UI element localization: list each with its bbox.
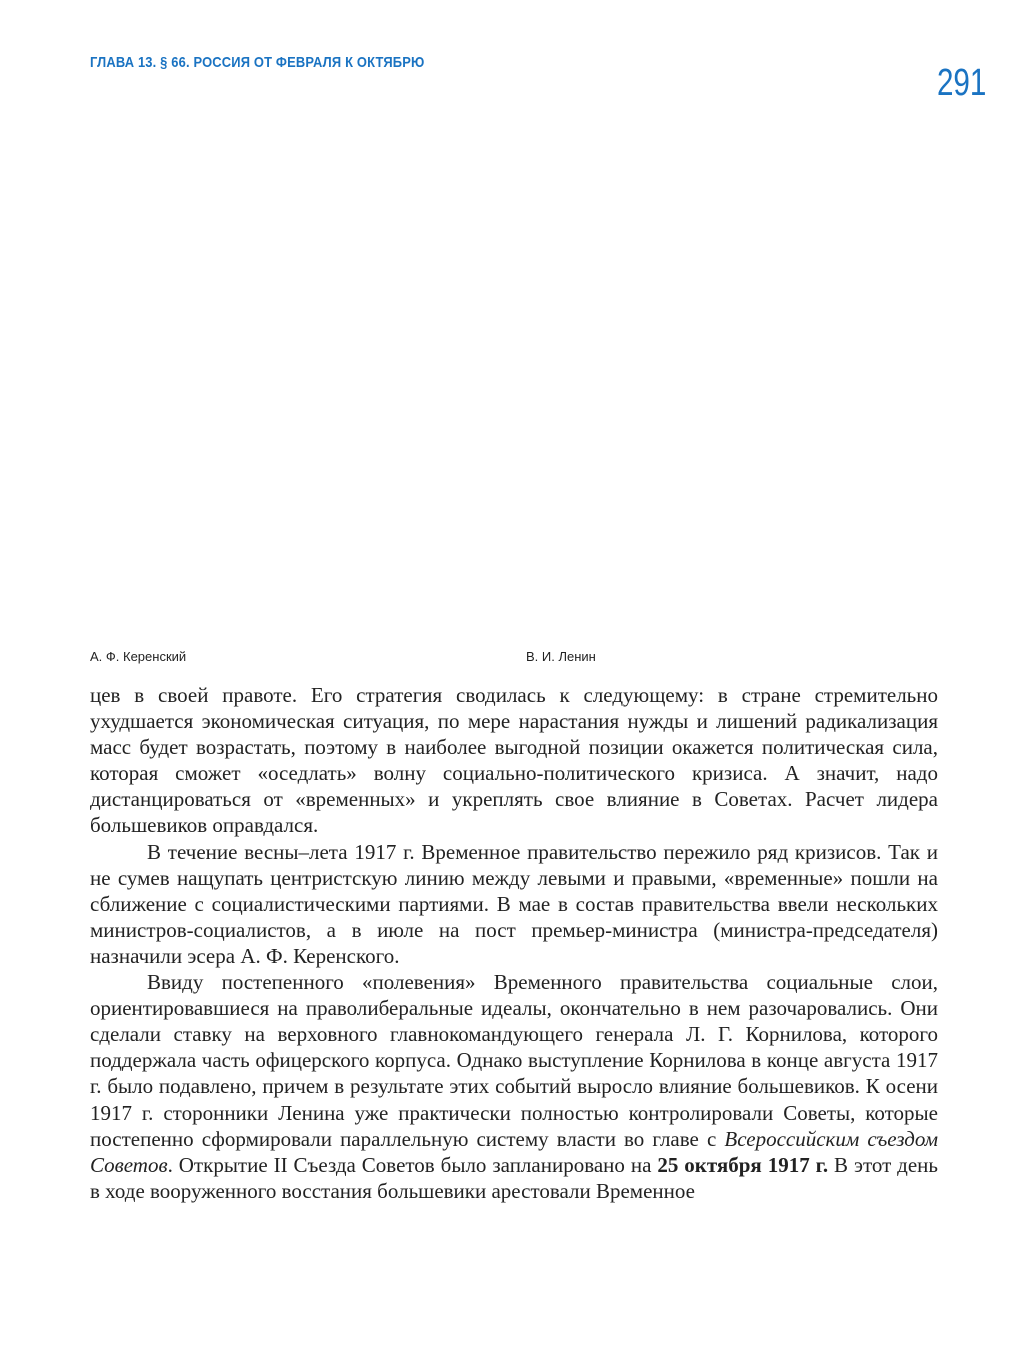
paragraph-3 (90, 969, 938, 1204)
body-text (90, 682, 938, 1204)
paragraph-3-part-3: В этот день в ходе вооруженного восстания большевики арестовали Временное (90, 1152, 938, 1203)
figure-area (90, 110, 940, 630)
caption-kerensky: А. Ф. Керенский (90, 649, 187, 664)
term-congress-of-soviets: Всероссийским съездом Советов (90, 1126, 938, 1177)
date-october-25: 25 октября 1917 г. (657, 1152, 829, 1177)
paragraph-3-part-1: Ввиду постепенного «полевения» Временного правительства социальные слои, ориентировавшиеся на праволиберальные идеалы, окончательно в нем разочаровались. Они сделали ставку на верховного главнокомандующего генерала Л. Г. Корнилова, которого поддержала часть офицерского корпуса. Однако выступление Корнилова в конце августа 1917 г. было подавлено, причем в результате этих событий выросло влияние большевиков. К осени 1917 г. сторонники Ленина уже практически полностью контролировали Советы, которые постепенно сформировали параллельную систему власти во главе с (90, 970, 938, 1151)
page-number: 291 (936, 62, 986, 104)
running-head: ГЛАВА 13. § 66. РОССИЯ ОТ ФЕВРАЛЯ К ОКТЯБРЮ (90, 54, 425, 71)
paragraph-3-part-2: . Открытие II Съезда Советов было запланировано на (167, 1152, 658, 1177)
caption-lenin: В. И. Ленин (526, 649, 596, 664)
paragraph-1: цев в своей правоте. Его стратегия сводилась к следующему: в стране стремительно ухудшается экономическая ситуация, по мере нарастания нужды и лишений радикализация масс будет возрастать, поэтому в наиболее выгодной позиции окажется политическая сила, которая сможет «оседлать» волну социально-политического кризиса. А значит, надо дистанцироваться от «временных» и укреплять свое влияние в Советах. Расчет лидера большевиков оправдался. (90, 683, 938, 838)
paragraph-2: В течение весны–лета 1917 г. Временное правительство пережило ряд кризисов. Так и не сумев нащупать центристскую линию между левыми и правыми, «временные» пошли на сближение с социалистическими партиями. В мае в состав правительства ввели нескольких министров-социалистов, а в июле на пост премьер-министра (министра-председателя) назначили эсера А. Ф. Керенского. (90, 839, 938, 968)
